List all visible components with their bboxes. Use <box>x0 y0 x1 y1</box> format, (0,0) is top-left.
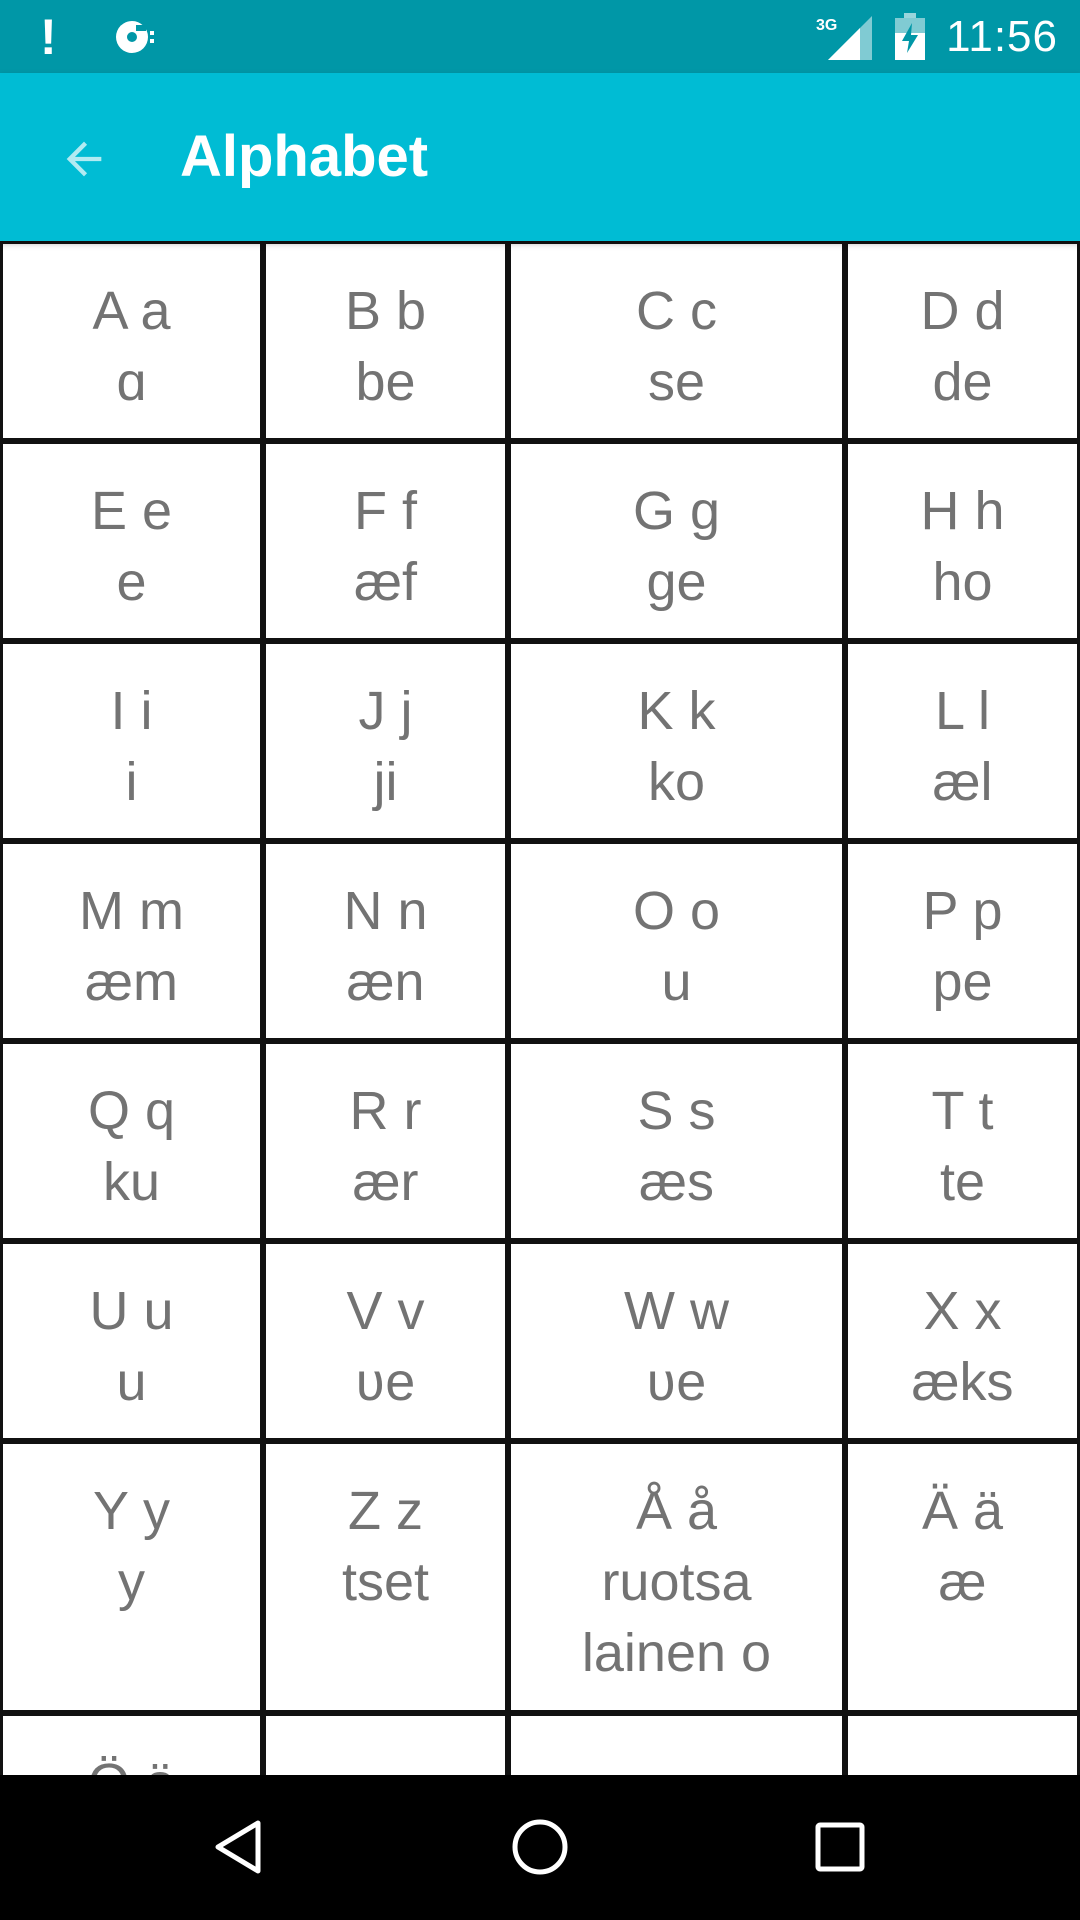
letter-pair: F f <box>354 481 417 541</box>
letter-name: æs <box>638 1152 714 1212</box>
alphabet-grid-viewport[interactable] <box>0 241 1080 1775</box>
nav-back-icon <box>210 1817 270 1877</box>
navigation-bar <box>0 1775 1080 1920</box>
letter-name-line2: lainen o <box>581 1623 772 1683</box>
letter-pair: H h <box>920 481 1005 541</box>
letter-name: de <box>932 352 993 412</box>
nav-home-button[interactable] <box>490 1797 590 1897</box>
alphabet-cell[interactable] <box>508 1041 845 1241</box>
letter-name: ho <box>932 552 993 612</box>
letter-pair: Y y <box>92 1481 171 1541</box>
alphabet-cell[interactable] <box>845 1041 1080 1241</box>
alphabet-cell[interactable] <box>263 1441 508 1713</box>
alphabet-cell[interactable] <box>0 1241 263 1441</box>
alphabet-cell[interactable] <box>845 1241 1080 1441</box>
letter-pair: V v <box>346 1281 425 1341</box>
alphabet-cell[interactable] <box>508 1441 845 1713</box>
letter-name: y <box>118 1552 145 1612</box>
alphabet-cell[interactable] <box>508 1241 845 1441</box>
letter-name: ɑ <box>116 352 147 412</box>
alphabet-cell[interactable] <box>263 441 508 641</box>
arrow-back-icon <box>58 133 110 185</box>
letter-name: æn <box>346 952 425 1012</box>
alphabet-cell[interactable] <box>263 641 508 841</box>
letter-pair: R r <box>349 1081 422 1141</box>
network-label: 3G <box>816 16 838 34</box>
letter-name: ko <box>647 752 706 812</box>
letter-pair: E e <box>90 481 173 541</box>
status-bar <box>0 0 1080 73</box>
alphabet-cell[interactable] <box>0 241 263 441</box>
letter-name: ær <box>352 1152 419 1212</box>
letter-pair: X x <box>923 1281 1002 1341</box>
status-time: 11:56 <box>946 11 1058 61</box>
alphabet-cell[interactable] <box>263 241 508 441</box>
letter-pair: P p <box>922 881 1003 941</box>
alphabet-cell[interactable] <box>0 1441 263 1713</box>
letter-pair: O o <box>632 881 721 941</box>
letter-name: pe <box>932 952 993 1012</box>
letter-pair: Q q <box>87 1081 176 1141</box>
alphabet-cell[interactable] <box>0 441 263 641</box>
letter-pair: Å å <box>635 1481 718 1541</box>
letter-name: ku <box>102 1152 161 1212</box>
page-title: Alphabet <box>180 124 429 189</box>
disc-icon <box>112 17 158 57</box>
battery-charging-icon <box>894 13 926 61</box>
letter-pair: J j <box>358 681 413 741</box>
letter-name: se <box>647 352 706 412</box>
letter-name: æks <box>911 1352 1014 1412</box>
alphabet-cell[interactable] <box>263 841 508 1041</box>
letter-pair: Z z <box>348 1481 423 1541</box>
alphabet-cell[interactable] <box>508 441 845 641</box>
alphabet-grid <box>0 241 1080 1913</box>
letter-pair: T t <box>931 1081 994 1141</box>
letter-name: u <box>661 952 692 1012</box>
alphabet-cell[interactable] <box>845 641 1080 841</box>
alphabet-cell[interactable] <box>263 1241 508 1441</box>
letter-name: ʋe <box>355 1352 416 1412</box>
status-bar-left <box>40 0 158 73</box>
alphabet-cell[interactable] <box>263 1041 508 1241</box>
alphabet-cell[interactable] <box>0 641 263 841</box>
back-button[interactable] <box>48 123 120 195</box>
letter-name: ʋe <box>646 1352 707 1412</box>
letter-name: ji <box>373 752 398 812</box>
letter-pair: G g <box>632 481 721 541</box>
alphabet-cell[interactable] <box>845 241 1080 441</box>
letter-pair: A a <box>92 281 171 341</box>
letter-pair: W w <box>624 1281 729 1341</box>
letter-pair: L l <box>934 681 991 741</box>
letter-pair: U u <box>89 1281 174 1341</box>
letter-name: te <box>939 1152 986 1212</box>
letter-name: tset <box>341 1552 430 1612</box>
alphabet-cell[interactable] <box>508 241 845 441</box>
letter-name: e <box>116 552 147 612</box>
letter-pair: C c <box>636 281 717 341</box>
signal-icon <box>816 14 872 60</box>
nav-home-icon <box>510 1817 570 1877</box>
letter-pair: K k <box>637 681 716 741</box>
letter-name: æl <box>932 752 993 812</box>
alphabet-cell[interactable] <box>0 841 263 1041</box>
letter-name: u <box>116 1352 147 1412</box>
status-bar-right <box>816 0 1058 73</box>
alphabet-cell[interactable] <box>845 1441 1080 1713</box>
letter-name: ruotsa <box>601 1552 752 1612</box>
letter-pair: N n <box>343 881 428 941</box>
alphabet-cell[interactable] <box>508 841 845 1041</box>
app-bar <box>0 73 1080 241</box>
nav-back-button[interactable] <box>190 1797 290 1897</box>
letter-name: æm <box>85 952 178 1012</box>
alphabet-cell[interactable] <box>0 1041 263 1241</box>
nav-recents-icon <box>812 1819 868 1875</box>
letter-pair: I i <box>110 681 153 741</box>
letter-name: ge <box>646 552 707 612</box>
letter-name: æ <box>938 1552 987 1612</box>
nav-recents-button[interactable] <box>790 1797 890 1897</box>
letter-pair: S s <box>637 1081 716 1141</box>
letter-pair: D d <box>920 281 1005 341</box>
letter-pair: M m <box>79 881 184 941</box>
alphabet-cell[interactable] <box>845 441 1080 641</box>
letter-pair: B b <box>344 281 427 341</box>
alphabet-cell[interactable] <box>508 641 845 841</box>
letter-name: i <box>125 752 138 812</box>
letter-name: æf <box>353 552 418 612</box>
letter-pair: Ä ä <box>921 1481 1004 1541</box>
alert-icon: ! <box>40 8 57 65</box>
alphabet-cell[interactable] <box>845 841 1080 1041</box>
letter-name: be <box>355 352 416 412</box>
